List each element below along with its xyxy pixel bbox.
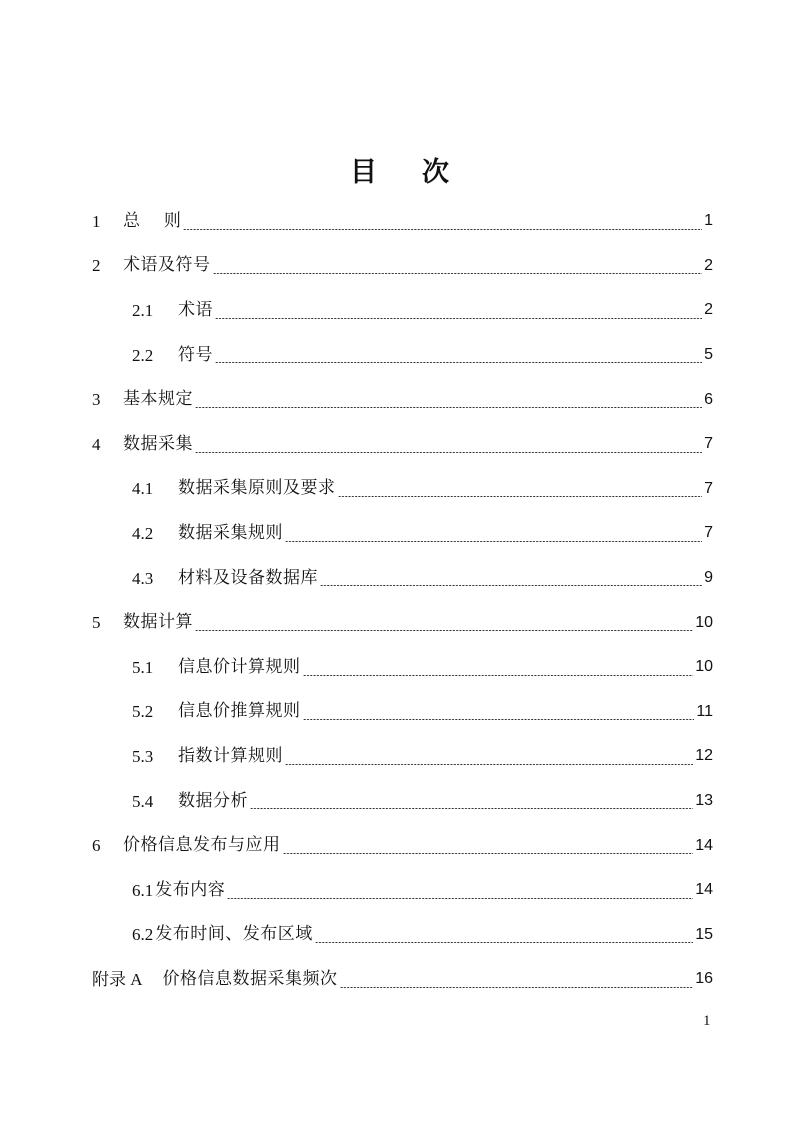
toc-entry[interactable] xyxy=(92,690,713,735)
toc-entry[interactable] xyxy=(92,957,713,1002)
toc-entry[interactable] xyxy=(92,734,713,779)
title-char-2: 次 xyxy=(422,157,450,188)
dot-leader xyxy=(285,764,693,765)
toc-entry-label: 价格信息数据采集频次 xyxy=(162,968,338,989)
toc-entry-label: 信息价推算规则 xyxy=(178,701,301,722)
dot-leader xyxy=(195,407,702,408)
toc-entry[interactable] xyxy=(92,422,713,467)
dot-leader xyxy=(285,541,702,542)
title-char-1: 目 xyxy=(350,157,378,188)
toc-entry-number: 4 xyxy=(92,434,101,454)
toc-entry-label: 术语及符号 xyxy=(123,255,211,276)
toc-entry-number: 6.2 xyxy=(132,925,154,945)
toc-entry[interactable] xyxy=(92,244,713,289)
toc-title xyxy=(0,150,800,189)
toc-entry[interactable] xyxy=(92,779,713,824)
toc-entry-page: 12 xyxy=(695,747,713,765)
toc-entry[interactable] xyxy=(92,199,713,244)
toc-entry[interactable] xyxy=(92,333,713,378)
toc-entry-page: 6 xyxy=(704,390,713,408)
page-number: 1 xyxy=(703,1013,711,1029)
toc-entry[interactable] xyxy=(92,645,713,690)
toc-entry-label: 发布内容 xyxy=(155,879,226,900)
dot-leader xyxy=(215,318,702,319)
dot-leader xyxy=(338,496,703,497)
toc-entry[interactable] xyxy=(92,467,713,512)
dot-leader xyxy=(195,630,693,631)
toc-entry-page: 16 xyxy=(695,970,713,988)
toc-entry-label: 信息价计算规则 xyxy=(178,656,301,677)
toc-entry-number: 6.1 xyxy=(132,880,154,900)
toc-entry-page: 9 xyxy=(704,569,713,587)
toc-entry[interactable] xyxy=(92,913,713,958)
dot-leader xyxy=(215,362,702,363)
toc-entry-number: 4.3 xyxy=(132,568,154,588)
toc-entry-page: 5 xyxy=(704,346,713,364)
dot-leader xyxy=(195,452,702,453)
toc-entry-number: 3 xyxy=(92,390,101,410)
dot-leader xyxy=(315,942,693,943)
toc-entry-page: 7 xyxy=(704,524,713,542)
dot-leader xyxy=(303,719,695,720)
dot-leader xyxy=(320,585,702,586)
toc-entry[interactable] xyxy=(92,511,713,556)
toc-entry-number: 5.2 xyxy=(132,702,154,722)
dot-leader xyxy=(213,273,703,274)
toc-entry-label: 发布时间、发布区域 xyxy=(155,924,313,945)
toc-entry-page: 14 xyxy=(695,881,713,899)
toc-entry[interactable] xyxy=(92,868,713,913)
toc-entry-number: 附录 A xyxy=(92,969,143,989)
toc-entry-label: 数据采集 xyxy=(123,433,193,454)
toc-entry-number: 4.2 xyxy=(132,523,154,543)
toc-entry-label: 术语 xyxy=(178,299,213,320)
toc-entry-number: 4.1 xyxy=(132,479,154,499)
toc-entry-label: 基本规定 xyxy=(123,389,193,410)
dot-leader xyxy=(183,229,702,230)
toc-entry-number: 6 xyxy=(92,836,101,856)
dot-leader xyxy=(250,808,693,809)
toc-entry[interactable] xyxy=(92,556,713,601)
toc-entry[interactable] xyxy=(92,377,713,422)
toc-entry-number: 5.4 xyxy=(132,791,154,811)
toc-entry[interactable] xyxy=(92,288,713,333)
toc-entry-page: 10 xyxy=(695,613,713,631)
toc-entry-page: 2 xyxy=(704,301,713,319)
toc-entry-label: 数据采集规则 xyxy=(178,522,283,543)
dot-leader xyxy=(303,675,694,676)
toc-entry-number: 5.1 xyxy=(132,657,154,677)
toc-entry-number: 2.2 xyxy=(132,345,154,365)
toc-entry-label: 材料及设备数据库 xyxy=(178,567,318,588)
toc-entry-label: 总 则 xyxy=(123,210,182,231)
toc-entry[interactable] xyxy=(92,823,713,868)
table-of-contents xyxy=(92,199,713,1002)
toc-entry-label: 指数计算规则 xyxy=(178,745,283,766)
toc-entry-number: 5 xyxy=(92,613,101,633)
dot-leader xyxy=(227,898,693,899)
toc-entry-number: 2 xyxy=(92,256,101,276)
toc-entry[interactable] xyxy=(92,600,713,645)
toc-entry-label: 价格信息发布与应用 xyxy=(123,835,281,856)
toc-entry-label: 数据分析 xyxy=(178,790,248,811)
toc-entry-page: 13 xyxy=(695,792,713,810)
toc-entry-label: 数据采集原则及要求 xyxy=(178,478,336,499)
dot-leader xyxy=(340,987,694,988)
toc-entry-number: 5.3 xyxy=(132,746,154,766)
toc-entry-page: 11 xyxy=(696,702,713,720)
toc-entry-number: 2.1 xyxy=(132,300,154,320)
toc-entry-page: 15 xyxy=(695,925,713,943)
toc-entry-number: 1 xyxy=(92,211,101,231)
toc-entry-page: 7 xyxy=(704,479,713,497)
toc-entry-label: 数据计算 xyxy=(123,612,193,633)
toc-entry-page: 2 xyxy=(704,256,713,274)
toc-entry-page: 7 xyxy=(704,435,713,453)
toc-entry-page: 10 xyxy=(695,658,713,676)
dot-leader xyxy=(283,853,694,854)
toc-entry-label: 符号 xyxy=(178,344,213,365)
toc-entry-page: 14 xyxy=(695,836,713,854)
toc-entry-page: 1 xyxy=(704,212,713,230)
